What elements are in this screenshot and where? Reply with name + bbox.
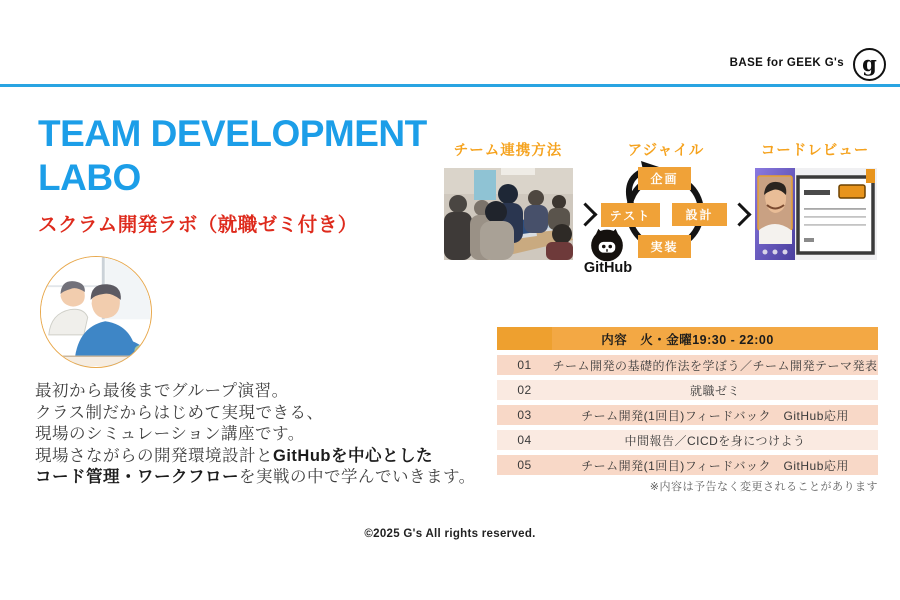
- page-title-line1: TEAM DEVELOPMENT: [38, 113, 427, 154]
- row-number: 04: [517, 433, 532, 447]
- brand-logo-icon: [853, 48, 886, 81]
- row-content: 就職ゼミ: [689, 383, 740, 398]
- header-divider-line: [0, 84, 900, 87]
- row-number: 05: [517, 458, 532, 472]
- brand-label: BASE for GEEK G's: [729, 57, 844, 69]
- row-content: チーム開発(1回目)フィードバック GitHub応用: [581, 408, 849, 423]
- code-review-screenshot: [755, 168, 877, 260]
- brand-logo-letter: g: [862, 50, 877, 76]
- agile-step-test: テスト: [601, 203, 660, 227]
- row-content: チーム開発(1回目)フィードバック GitHub応用: [581, 458, 849, 473]
- step-label-code-review: コードレビュー: [760, 143, 870, 159]
- schedule-row: [497, 405, 878, 425]
- students-illustration: [40, 256, 152, 368]
- page-subtitle: スクラム開発ラボ（就職ゼミ付き）: [38, 214, 358, 236]
- code-review-drawing: [755, 168, 877, 260]
- schedule-row: [497, 455, 878, 475]
- schedule-header: [497, 327, 878, 350]
- team-photo: [444, 168, 573, 260]
- intro-line: コード管理・ワークフローを実戦の中で学んでいきます。: [35, 468, 476, 486]
- team-photo-drawing: [444, 168, 573, 260]
- agile-step-planning: 企画: [638, 167, 691, 190]
- row-number: 02: [517, 383, 532, 397]
- intro-text: [35, 381, 487, 489]
- schedule-row: [497, 380, 878, 400]
- intro-line: 現場さながらの開発環境設計とGitHubを中心とした: [35, 446, 433, 465]
- schedule-disclaimer: ※内容は予告なく変更されることがあります: [649, 481, 878, 493]
- github-octocat-icon: [589, 226, 625, 262]
- row-content: 中間報告／CICDを身につけよう: [624, 433, 806, 448]
- agile-step-implementation: 実装: [638, 235, 691, 258]
- agile-step-design: 設計: [672, 203, 727, 226]
- intro-line: 現場のシミュレーション講座です。: [35, 425, 305, 443]
- row-content: チーム開発の基礎的作法を学ぼう／チーム開発テーマ発表: [552, 358, 878, 373]
- step-label-agile: アジャイル: [627, 143, 705, 159]
- agile-cycle-diagram: [583, 160, 736, 276]
- copyright-text: ©2025 G's All rights reserved.: [364, 528, 536, 540]
- schedule-row: [497, 430, 878, 450]
- step-label-team-collaboration: チーム連携方法: [453, 143, 563, 159]
- page-title: [38, 112, 427, 200]
- row-number: 03: [517, 408, 532, 422]
- page-title-line2: LABO: [38, 157, 141, 198]
- schedule-header-text: 内容 火・金曜19:30 - 22:00: [601, 332, 774, 347]
- row-number: 01: [517, 358, 532, 372]
- intro-line: 最初から最後までグループ演習。: [35, 382, 289, 400]
- students-illustration-drawing: [41, 257, 150, 366]
- schedule-rows: [497, 355, 878, 475]
- schedule-table: [497, 327, 878, 475]
- schedule-row: [497, 355, 878, 375]
- intro-line: クラス制だからはじめて実現できる、: [35, 403, 324, 422]
- github-label: GitHub: [583, 260, 633, 276]
